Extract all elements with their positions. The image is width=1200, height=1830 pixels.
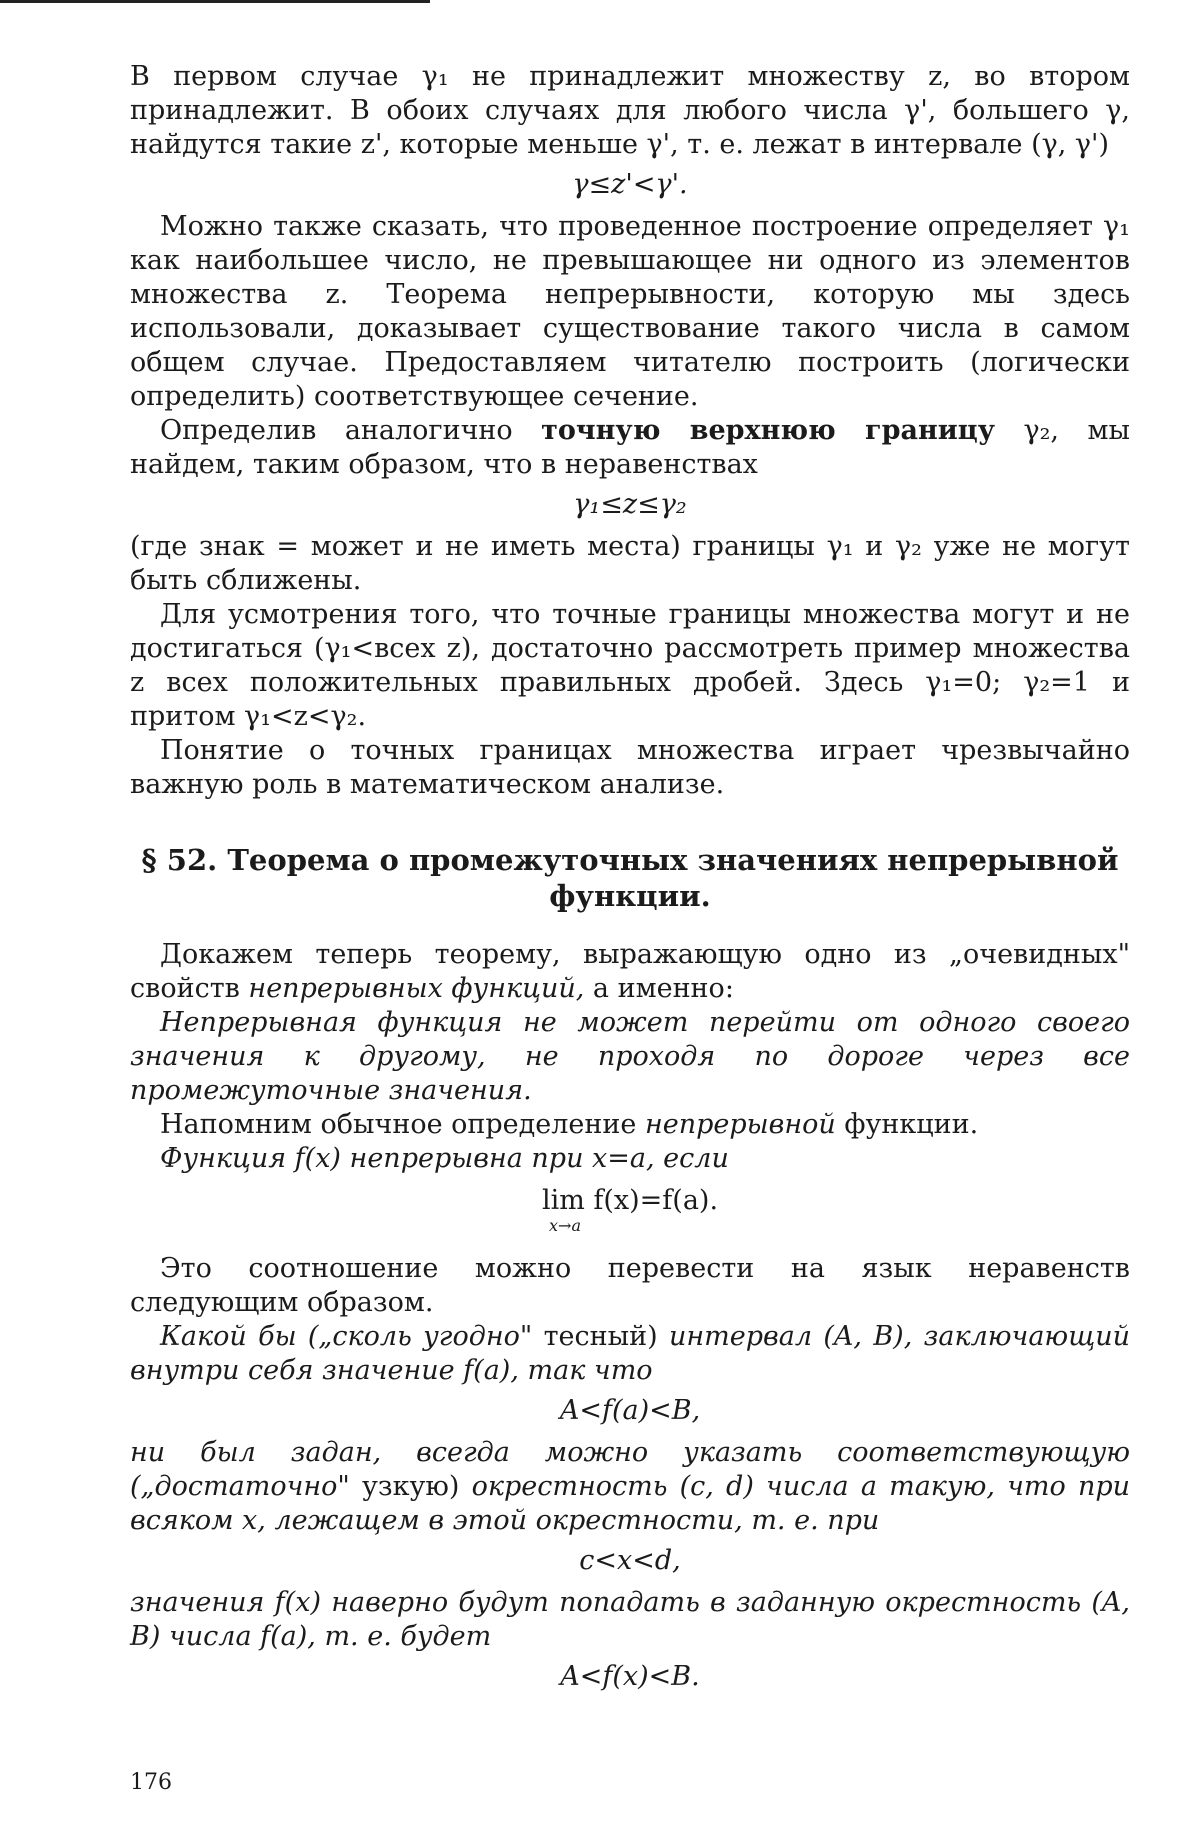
text-segment: узкую) <box>362 1471 460 1502</box>
paragraph-inequality-language: Это соотношение можно перевести на язык неравенств следующим образом. <box>130 1253 1130 1318</box>
paragraph-upper-bound <box>130 414 1130 482</box>
paragraph-neighborhood <box>130 1436 1130 1538</box>
formula-gamma-interval: γ≤z'<γ'. <box>572 169 688 200</box>
section-heading-line1: § 52. Теорема о промежуточных значениях непрерывной <box>141 843 1119 877</box>
paragraph-theorem-statement: Непрерывная функция не может перейти от одного своего значения к другому, не проходя по дороге через все промежуточные значения. <box>130 1007 1130 1106</box>
top-rule <box>0 0 430 3</box>
text-segment: γ₂, мы найдем, таким образом, что в неравенствах <box>130 415 1130 480</box>
text-segment: ни был задан, всегда можно указать соответствующую („достаточно" <box>130 1437 1130 1502</box>
text-segment: тесный) <box>543 1321 658 1352</box>
formula-limit-subscript: x→a <box>549 1216 581 1235</box>
text-segment: Определив аналогично <box>160 415 542 446</box>
paragraph-first-second-case: В первом случае γ₁ не принадлежит множеству z, во втором принадлежит. В обоих случаях для любого числа γ', большего γ, найдутся такие z', которые меньше γ', т. е. лежат в интервале (γ, γ') <box>130 61 1130 160</box>
formula-limit <box>130 1184 1130 1234</box>
text-segment: функции. <box>835 1109 979 1140</box>
formula-bounds-inequality: γ₁≤z≤γ₂ <box>573 489 687 520</box>
text-segment: Напомним обычное определение <box>160 1109 645 1140</box>
formula-a-fa-b: A<f(a)<B, <box>559 1395 701 1426</box>
paragraph-definition: Функция f(x) непрерывна при x=a, если <box>160 1143 729 1174</box>
section-heading-line2: функции. <box>549 879 711 913</box>
paragraph-example-fractions: Для усмотрения того, что точные границы множества могут и не достигаться (γ₁<всех z), достаточно рассмотреть пример множества z всех положительных правильных дробей. Здесь γ₁=0; γ₂=1 и притом γ₁<z<γ₂. <box>130 599 1130 732</box>
text-segment: интервал (A, B), заключающий внутри себя значение f(a), так что <box>130 1321 1130 1386</box>
term-continuous: непрерывной <box>644 1109 836 1140</box>
term-upper-bound: точную верхнюю границу <box>541 415 995 446</box>
paragraph-importance: Понятие о точных границах множества играет чрезвычайно важную роль в математическом анализе. <box>130 735 1130 800</box>
paragraph-theorem-intro <box>130 938 1130 1006</box>
page-number: 176 <box>130 1770 172 1795</box>
text-segment: Докажем теперь теорему, выражающую одно из „очевидных" свойств <box>130 939 1130 1004</box>
term-continuous-functions: непрерывных функций, <box>248 973 585 1004</box>
formula-limit-main: lim f(x)=f(a). <box>541 1185 719 1216</box>
page-body <box>130 60 1130 1702</box>
text-segment: окрестность (c, d) числа a такую, что при всяком x, лежащем в этой окрестности, т. е. при <box>130 1471 1131 1536</box>
section-heading <box>130 842 1130 914</box>
text-segment: а именно: <box>584 973 734 1004</box>
paragraph-greatest-lower-bound: Можно также сказать, что проведенное построение определяет γ₁ как наибольшее число, не превышающее ни одного из элементов множества z. Теорема непрерывности, которую мы здесь использовали, доказывает существование такого числа в самом общем случае. Предоставляем читателю построить (логически определить) соответствующее сечение. <box>130 211 1130 412</box>
formula-a-fx-b: A<f(x)<B. <box>560 1661 700 1692</box>
paragraph-interval-ab <box>130 1320 1130 1388</box>
paragraph-recall-definition <box>130 1108 1130 1142</box>
text-segment: Какой бы („сколь угодно" <box>160 1321 544 1352</box>
paragraph-bounds-not-closer: (где знак = может и не иметь места) границы γ₁ и γ₂ уже не могут быть сближены. <box>130 531 1130 596</box>
paragraph-values-fall: значения f(x) наверно будут попадать в заданную окрестность (A, B) числа f(a), т. е. будет <box>130 1587 1130 1652</box>
formula-c-x-d: c<x<d, <box>579 1545 681 1576</box>
